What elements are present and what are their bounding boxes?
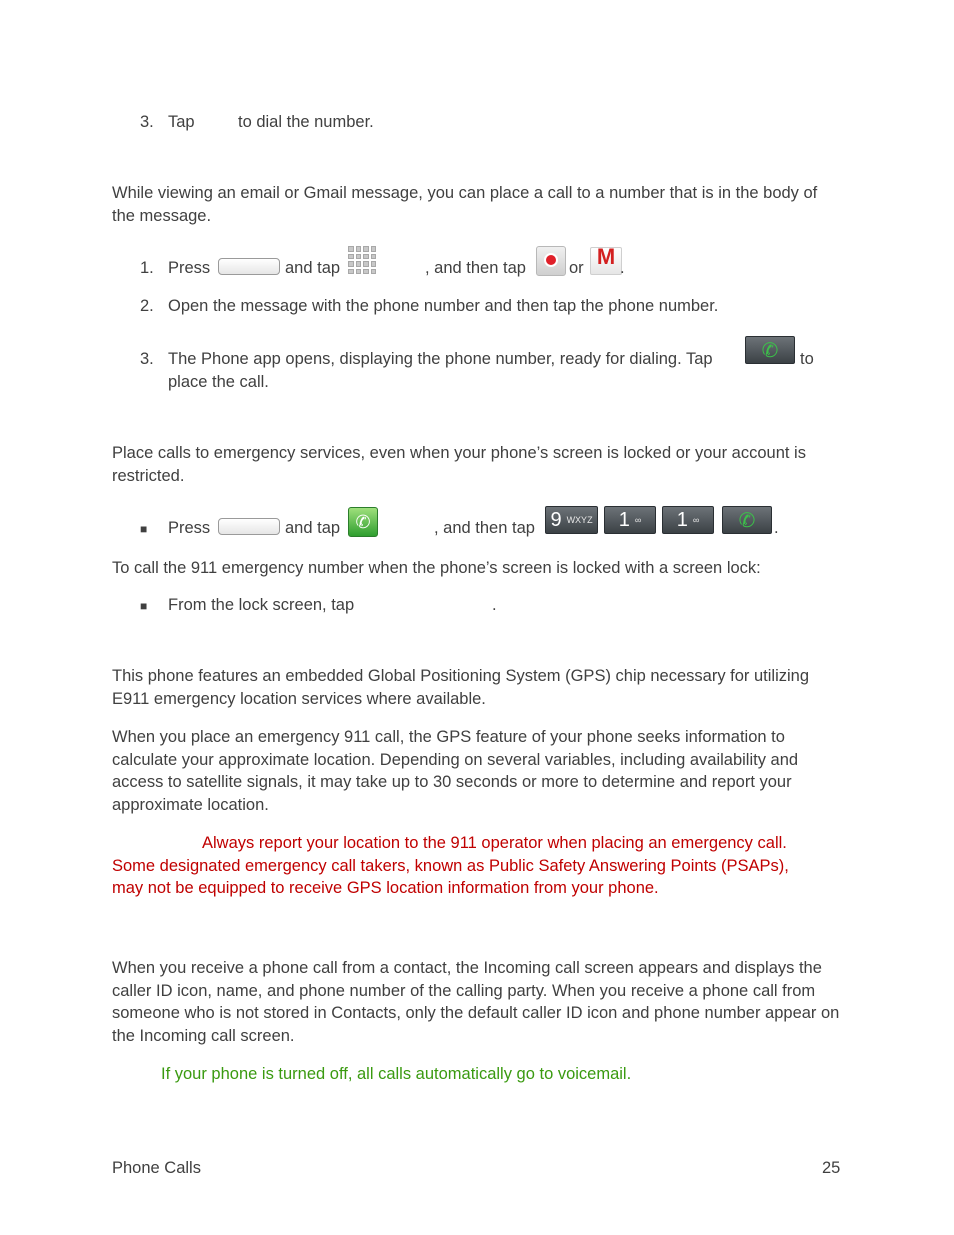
step-text: , and then tap [425,259,526,277]
email-intro-paragraph: While viewing an email or Gmail message, you can place a call to a number that is in the body of the message. [112,184,818,225]
step-text: , and then tap [434,519,535,537]
step-text: . [620,259,625,277]
step-text: and tap [285,259,341,277]
incoming-call-paragraph: When you receive a phone call from a contact, the Incoming call screen appears and displays the caller ID icon, name, and phone number of the calling party. When you receive a phone call from someone who is not stored in Contacts, only the default caller ID icon and phone number appear on the Incoming call screen. [112,959,840,1045]
step-text: . [492,596,497,614]
step-number: 1. [140,259,154,277]
step-text: Press [168,259,211,277]
footer-page-number: 25 [822,1159,841,1177]
step-text: . [774,519,779,537]
gps-paragraph: When you place an emergency 911 call, the GPS feature of your phone seeks information to calculate your approximate location. Depending on several variables, including availability and access to satellite signals, it may take up to 30 seconds or more to determine and report your approximate location. [112,728,799,814]
warning-text: Always report your location to the 911 operator when placing an emergency call. [202,834,787,852]
gps-paragraph: This phone features an embedded Global Positioning System (GPS) chip necessary for utilizing E911 emergency location services where available. [112,667,810,708]
dial-key-digit: 1 [618,508,630,531]
step-text: or [569,259,584,277]
warning-text: may not be equipped to receive GPS location information from your phone. [112,879,659,897]
step-text: Open the message with the phone number and then tap the phone number. [168,297,719,315]
apps-icon [348,246,376,274]
dial-key-1 [662,506,714,534]
lock-intro-paragraph: To call the 911 emergency number when the phone’s screen is locked with a screen lock: [112,559,761,577]
note-text: If your phone is turned off, all calls automatically go to voicemail. [161,1065,632,1083]
step-text: Press [168,519,211,537]
gmail-icon: M [590,247,622,275]
step-text: Tap [168,113,195,131]
dial-key-1 [604,506,656,534]
voicemail-icon: ∞ [692,515,700,525]
home-key-icon [218,518,280,535]
warning-text: Some designated emergency call takers, known as Public Safety Answering Points (PSAPs), [112,857,789,875]
bullet-marker: ■ [140,599,148,613]
email-app-icon [536,246,566,276]
step-number: 2. [140,297,154,315]
emergency-intro-paragraph: Place calls to emergency services, even when your phone’s screen is locked or your account is restricted. [112,444,806,485]
bullet-marker: ■ [140,522,148,536]
dial-key-digit: 9 [550,508,562,531]
footer-section-title: Phone Calls [112,1159,201,1177]
dial-key-9 [545,506,598,534]
step-text: to [800,350,814,368]
dial-key-letters: WXYZ [566,515,593,525]
phone-app-icon: ✆ [348,507,378,537]
step-text: and tap [285,519,341,537]
step-text: place the call. [168,373,269,391]
step-text: The Phone app opens, displaying the phone number, ready for dialing. Tap [168,350,713,368]
step-text: From the lock screen, tap [168,596,355,614]
step-text: to dial the number. [238,113,374,131]
call-key-icon: ✆ [722,506,772,534]
step-number: 3. [140,350,154,368]
dial-key-digit: 1 [676,508,688,531]
home-key-icon [218,258,280,275]
voicemail-icon: ∞ [634,515,642,525]
call-key-icon: ✆ [745,336,795,364]
step-number: 3. [140,113,154,131]
